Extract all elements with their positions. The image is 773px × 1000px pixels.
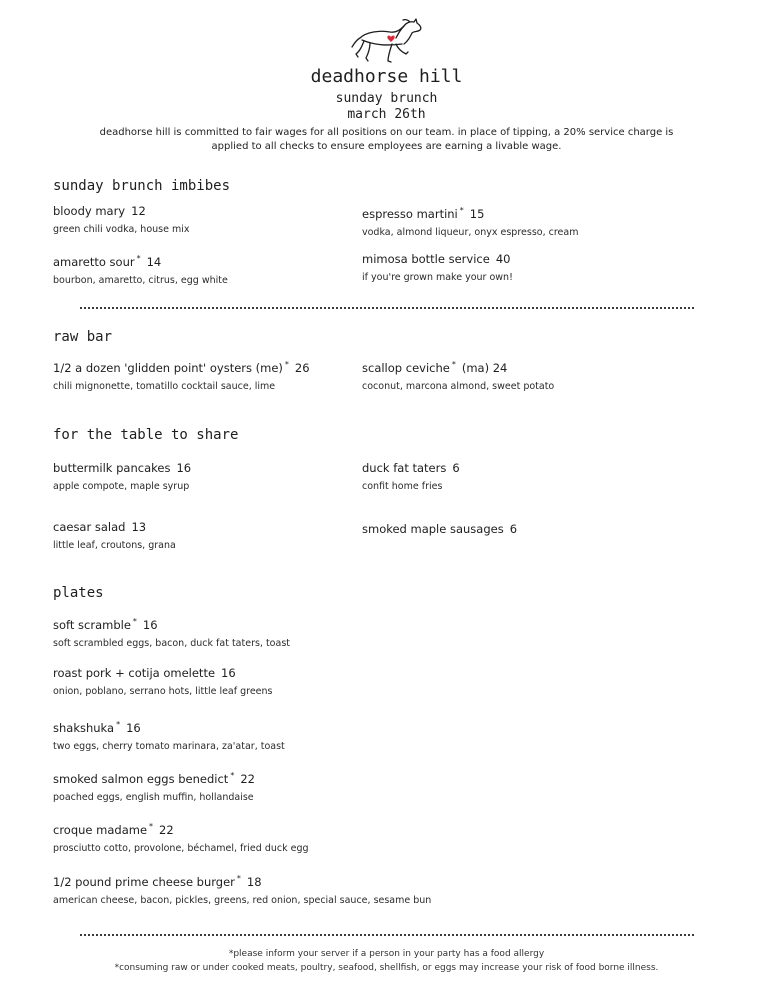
item-description: poached eggs, english muffin, hollandaise xyxy=(53,791,254,803)
raw-food-warning: *consuming raw or under cooked meats, poultry, seafood, shellfish, or eggs may increase your risk of food borne illness. xyxy=(114,963,659,973)
item-name: shakshuka * 16 xyxy=(53,720,141,735)
item-name: bloody mary 12 xyxy=(53,204,146,218)
item-name: 1/2 pound prime cheese burger * 18 xyxy=(53,874,262,889)
item-name: smoked salmon eggs benedict * 22 xyxy=(53,771,255,786)
menu-item xyxy=(53,820,309,855)
item-price: 16 xyxy=(126,720,141,735)
notice-line-2: applied to all checks to ensure employees are earning a livable wage. xyxy=(211,141,562,152)
item-name: caesar salad 13 xyxy=(53,520,147,534)
menu-date: march 26th xyxy=(347,107,426,122)
menu-item xyxy=(362,252,513,284)
item-name: soft scramble * 16 xyxy=(53,617,158,632)
item-description: soft scrambled eggs, bacon, duck fat taters, toast xyxy=(53,637,290,649)
item-name: duck fat taters 6 xyxy=(362,461,460,475)
menu-item xyxy=(362,461,460,493)
item-price: 6 xyxy=(509,522,518,536)
item-description: onion, poblano, serrano hots, little leaf greens xyxy=(53,686,273,697)
item-description: bourbon, amaretto, citrus, egg white xyxy=(53,274,228,286)
item-price: 14 xyxy=(146,254,162,269)
menu-item xyxy=(53,204,189,236)
menu-item xyxy=(53,252,228,287)
item-name: roast pork + cotija omelette 16 xyxy=(53,666,236,680)
item-price: 6 xyxy=(452,461,460,475)
menu-item xyxy=(53,666,273,698)
item-price: 16 xyxy=(221,666,236,680)
menu-item xyxy=(362,522,517,536)
item-description: apple compote, maple syrup xyxy=(53,481,190,492)
item-price: 18 xyxy=(246,874,262,889)
menu-item xyxy=(53,358,310,393)
item-price: 40 xyxy=(495,252,511,266)
item-description: coconut, marcona almond, sweet potato xyxy=(362,380,555,392)
item-name: amaretto sour * 14 xyxy=(53,254,162,269)
item-price: 13 xyxy=(131,520,147,534)
item-price: 12 xyxy=(131,204,146,218)
brand-name: deadhorse hill xyxy=(310,66,463,87)
menu-item xyxy=(53,520,176,552)
heart-icon xyxy=(387,36,394,42)
item-description: green chili vodka, house mix xyxy=(53,224,190,235)
item-description: confit home fries xyxy=(362,481,443,492)
menu-item xyxy=(53,718,285,753)
item-price: 26 xyxy=(294,360,310,375)
item-name: 1/2 a dozen 'glidden point' oysters (me) * 26 xyxy=(53,360,310,375)
section-title-raw-bar: raw bar xyxy=(53,329,113,345)
item-description: vodka, almond liqueur, onyx espresso, cream xyxy=(362,226,579,238)
item-name: espresso martini * 15 xyxy=(362,206,485,221)
item-name: mimosa bottle service 40 xyxy=(362,252,511,266)
dotted-divider xyxy=(80,307,694,309)
item-description: little leaf, croutons, grana xyxy=(53,540,176,551)
menu-item xyxy=(53,461,191,493)
service-charge-notice xyxy=(48,126,725,154)
item-description: prosciutto cotto, provolone, béchamel, fried duck egg xyxy=(53,842,309,854)
item-name: smoked maple sausages 6 xyxy=(362,522,518,536)
section-title-plates: plates xyxy=(53,585,104,601)
menu-subtitle: sunday brunch xyxy=(335,91,438,106)
item-description: two eggs, cherry tomato marinara, za'atar, toast xyxy=(53,740,285,752)
item-price: 16 xyxy=(142,617,158,632)
dotted-divider xyxy=(80,934,694,936)
item-price: 15 xyxy=(469,206,485,221)
item-price: (ma) 24 xyxy=(461,360,508,375)
horse-logo-icon xyxy=(346,16,428,68)
menu-item xyxy=(362,204,578,239)
section-title-imbibes: sunday brunch imbibes xyxy=(53,178,231,194)
menu-item xyxy=(53,769,255,804)
item-price: 16 xyxy=(176,461,192,475)
item-description: american cheese, bacon, pickles, greens, red onion, special sauce, sesame bun xyxy=(53,894,432,906)
menu-item xyxy=(53,872,431,907)
menu-item xyxy=(362,358,554,393)
item-price: 22 xyxy=(240,771,255,786)
item-price: 22 xyxy=(159,822,174,837)
item-name: buttermilk pancakes 16 xyxy=(53,461,192,475)
item-name: croque madame * 22 xyxy=(53,822,174,837)
item-description: if you're grown make your own! xyxy=(362,272,513,283)
menu-item xyxy=(53,615,290,650)
section-title-share: for the table to share xyxy=(53,427,239,443)
allergy-note: *please inform your server if a person in your party has a food allergy xyxy=(228,949,545,959)
item-name: scallop ceviche * (ma) 24 xyxy=(362,360,508,375)
item-description: chili mignonette, tomatillo cocktail sauce, lime xyxy=(53,380,276,392)
notice-line-1: deadhorse hill is committed to fair wages for all positions on our team. in place of tipping, a 20% service charge is xyxy=(99,127,674,138)
